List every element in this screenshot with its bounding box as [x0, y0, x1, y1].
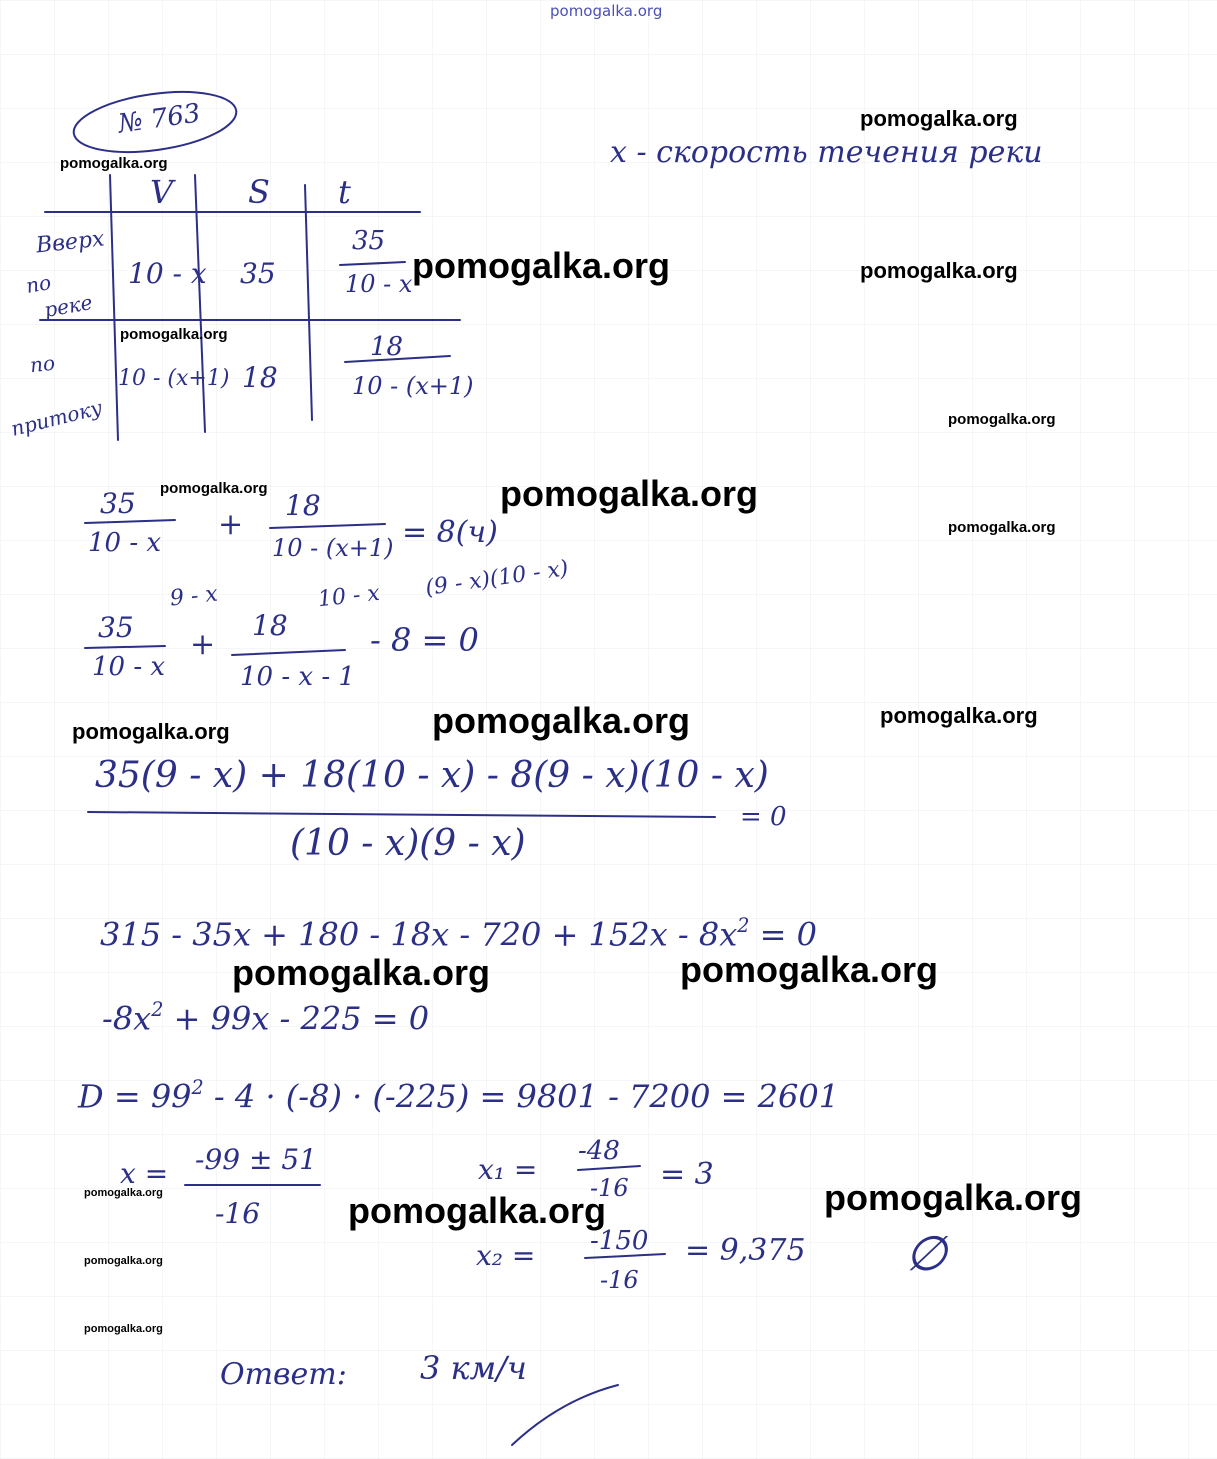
eq5-line: [102, 998, 430, 1038]
row1-t-denominator: 10 - x: [345, 270, 413, 298]
watermark: pomogalka.org: [948, 411, 1056, 428]
eq1-plus: +: [218, 507, 244, 542]
frac-bar: [232, 650, 345, 655]
eq2-a-factor: 9 - x: [168, 581, 219, 612]
row1-label-line2: по: [24, 270, 53, 298]
eq3-numerator: 35(9 - x) + 18(10 - x) - 8(9 - x)(10 - x): [95, 755, 769, 796]
row1-v: 10 - x: [128, 257, 207, 290]
disc-exponent: 2: [191, 1076, 204, 1099]
eq4-exponent: 2: [737, 914, 750, 937]
frac-bar: [85, 520, 175, 523]
eq1-b-numerator: 18: [285, 489, 321, 522]
x-denominator: -16: [215, 1197, 261, 1230]
x1-denominator: -16: [590, 1174, 629, 1202]
eq2-rest: - 8 = 0: [370, 621, 479, 659]
row2-s: 18: [242, 361, 278, 394]
watermark: pomogalka.org: [60, 155, 168, 172]
watermark: pomogalka.org: [160, 480, 268, 497]
row2-label-line2: притоку: [8, 395, 105, 441]
table-header-v: V: [150, 173, 174, 211]
eq5-rest: + 99x - 225 = 0: [173, 999, 430, 1038]
x2-value: = 9,375: [685, 1233, 806, 1268]
eq2-a-denominator: 10 - x: [92, 652, 166, 682]
frac-bar: [340, 262, 405, 265]
x1-numerator: -48: [578, 1136, 620, 1166]
frac-bar: [88, 812, 715, 817]
eq1-rhs: = 8(ч): [402, 515, 498, 550]
answer-label: Ответ:: [220, 1357, 347, 1392]
empty-set-symbol: ∅: [905, 1226, 947, 1282]
eq2-b-numerator: 18: [252, 609, 288, 642]
watermark: pomogalka.org: [860, 106, 1018, 131]
eq2-b-factor: 10 - x: [316, 580, 381, 613]
eq4-line: [100, 914, 817, 954]
variable-note: x - скорость течения реки: [610, 135, 1043, 170]
watermark: pomogalka.org: [84, 1255, 163, 1267]
x2-lhs: x₂ =: [476, 1239, 536, 1272]
eq1-a-denominator: 10 - x: [88, 528, 162, 558]
table-col-rule-3: [305, 185, 312, 420]
x2-denominator: -16: [600, 1266, 639, 1294]
discriminant-line: [78, 1076, 840, 1116]
header-watermark: pomogalka.org: [550, 2, 663, 20]
frac-bar: [270, 524, 385, 528]
watermark: pomogalka.org: [824, 1177, 1083, 1218]
disc-rest: - 4 · (-8) · (-225) = 9801 - 7200 = 2601: [213, 1077, 840, 1116]
watermark: pomogalka.org: [500, 473, 759, 514]
eq5-left: -8x: [102, 999, 152, 1038]
table-col-rule-1: [110, 175, 118, 440]
watermark: pomogalka.org: [72, 719, 230, 744]
eq3-rhs: = 0: [740, 802, 787, 832]
row2-v: 10 - (x+1): [118, 366, 230, 391]
disc-left: D = 99: [78, 1077, 192, 1116]
watermark: pomogalka.org: [232, 952, 491, 993]
row1-s: 35: [240, 257, 276, 290]
eq2-c-factor: (9 - x)(10 - x): [423, 556, 570, 601]
x1-lhs: x₁ =: [478, 1153, 538, 1186]
watermark: pomogalka.org: [880, 703, 1038, 728]
x2-numerator: -150: [590, 1226, 649, 1256]
row1-label-line1: Вверх: [34, 226, 106, 259]
watermark: pomogalka.org: [348, 1190, 607, 1231]
eq2-plus: +: [190, 627, 216, 662]
watermark: pomogalka.org: [680, 949, 939, 990]
table-header-t: t: [338, 173, 351, 211]
table-col-rule-2: [195, 175, 205, 432]
x-numerator: -99 ± 51: [195, 1143, 317, 1176]
row1-t-numerator: 35: [352, 226, 386, 256]
eq3-denominator: (10 - x)(9 - x): [290, 823, 526, 864]
eq4-left: 315 - 35x + 180 - 18x - 720 + 152x - 8x: [100, 915, 738, 954]
watermark: pomogalka.org: [84, 1187, 163, 1199]
eq1-b-denominator: 10 - (x+1): [272, 534, 394, 562]
row2-label-line1: по: [28, 350, 57, 378]
eq2-b-denominator: 10 - x - 1: [240, 662, 355, 692]
eq2-a-numerator: 35: [98, 611, 134, 644]
row2-t-denominator: 10 - (x+1): [352, 372, 474, 400]
watermark: pomogalka.org: [412, 245, 671, 286]
eq5-exponent: 2: [151, 998, 164, 1021]
watermark: pomogalka.org: [432, 700, 691, 741]
watermark: pomogalka.org: [948, 519, 1056, 536]
eq1-a-numerator: 35: [100, 487, 136, 520]
frac-bar: [85, 646, 165, 648]
eq4-rhs: = 0: [759, 915, 817, 954]
table-header-s: S: [248, 173, 270, 211]
checkmark: [512, 1385, 618, 1445]
row2-t-numerator: 18: [370, 332, 404, 362]
row1-label-line3: реке: [42, 289, 95, 323]
watermark: pomogalka.org: [120, 326, 228, 343]
x-lhs: x =: [120, 1157, 169, 1190]
x1-value: = 3: [660, 1157, 714, 1192]
problem-number: № 763: [116, 98, 203, 140]
watermark: pomogalka.org: [84, 1323, 163, 1335]
frac-bar: [578, 1166, 640, 1170]
answer-value: 3 км/ч: [420, 1349, 527, 1387]
watermark: pomogalka.org: [860, 258, 1018, 283]
